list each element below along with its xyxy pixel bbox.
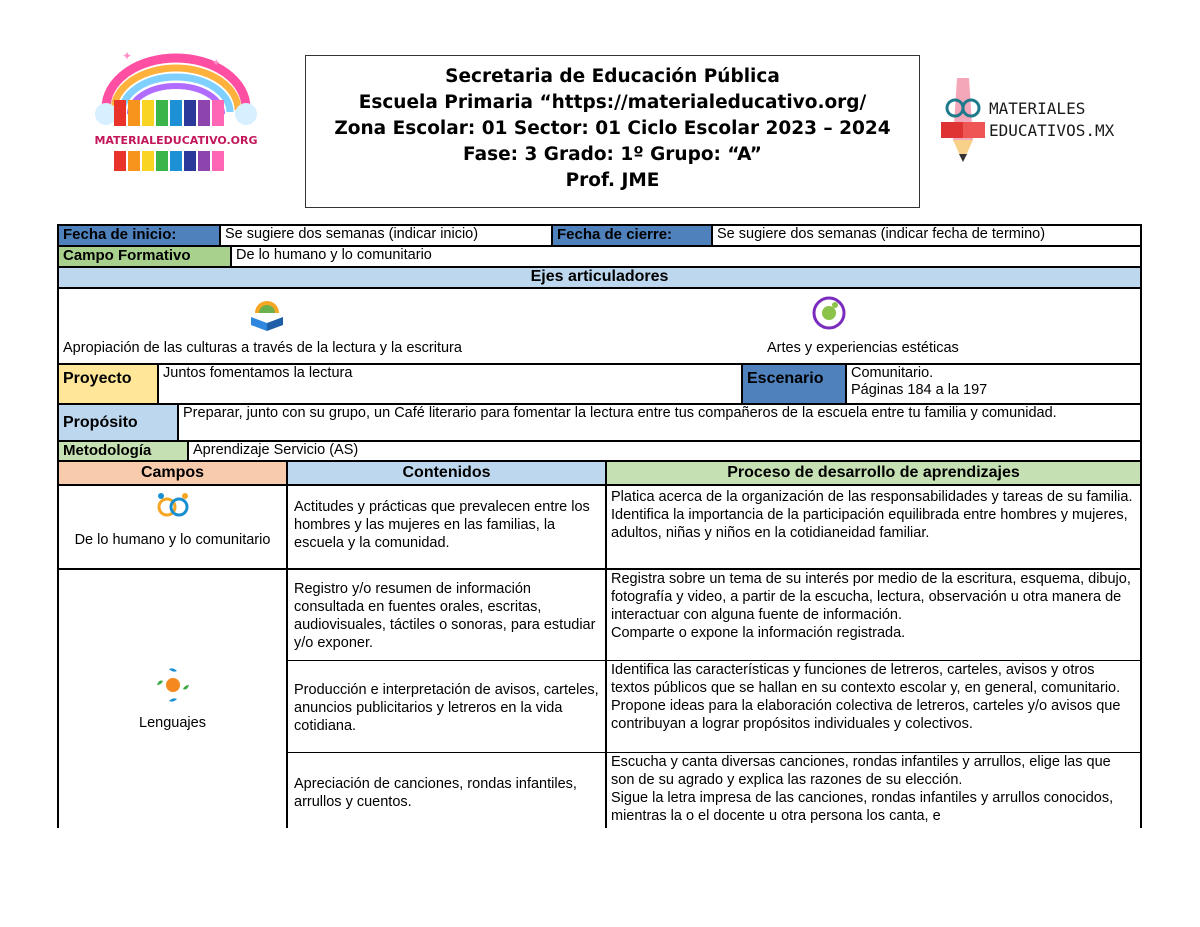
svg-text:MATERIALES: MATERIALES <box>989 99 1086 118</box>
escenario-value <box>845 365 1140 403</box>
eje-artes: Artes y experiencias estéticas <box>767 340 959 356</box>
learning-table <box>57 460 1142 828</box>
campo-lenguajes <box>59 568 286 828</box>
contenido-4: Apreciación de canciones, rondas infantiles, arrullos y cuentos. <box>286 752 605 828</box>
proceso-2: Registra sobre un tema de su interés por medio de la escritura, esquema, dibujo, fotografía y video, a partir de la escucha, lectura, observación u otra manera de interactuar con alguna fuente de información. Comparte o expone la información registrada. <box>605 568 1140 660</box>
svg-text:✦: ✦ <box>212 58 221 69</box>
header-campos: Campos <box>59 462 286 484</box>
svg-text:EDUCATIVOS.MX: EDUCATIVOS.MX <box>989 121 1115 140</box>
fecha-inicio-value: Se sugiere dos semanas (indicar inicio) <box>219 226 551 245</box>
campo-humano <box>59 484 286 568</box>
fecha-inicio-label: Fecha de inicio: <box>59 226 219 245</box>
escenario-line-2: Páginas 184 a la 197 <box>851 382 988 398</box>
language-icon <box>155 667 191 708</box>
materiales-educativos-logo <box>935 70 1145 170</box>
header-contenidos: Contenidos <box>286 462 605 484</box>
svg-text:MATERIALEDUCATIVO.ORG: MATERIALEDUCATIVO.ORG <box>94 134 258 147</box>
header-line-teacher: Prof. JME <box>565 170 660 191</box>
school-header <box>305 55 920 208</box>
proyecto-label: Proyecto <box>59 365 157 403</box>
fecha-cierre-label: Fecha de cierre: <box>551 226 711 245</box>
proceso-3: Identifica las características y funciones de letreros, carteles, avisos y otros textos públicos que se hallan en su contexto escolar y, en general, comunitario. Propone ideas para la elaboración colectiva de letreros, carteles y/o avisos que contribuyan a lograr propósitos individuales y colectivos. <box>605 660 1140 752</box>
people-icon <box>59 492 286 527</box>
palette-icon <box>811 295 847 338</box>
metodologia-label: Metodología <box>59 442 187 460</box>
escenario-line-1: Comunitario. <box>851 365 934 381</box>
metodologia-value: Aprendizaje Servicio (AS) <box>187 442 1140 460</box>
header-line-zone: Zona Escolar: 01 Sector: 01 Ciclo Escolar 2023 – 2024 <box>334 118 891 139</box>
ejes-title: Ejes articuladores <box>530 268 669 285</box>
proposito-value: Preparar, junto con su grupo, un Café literario para fomentar la lectura entre tus compañeros de la escuela entre tu familia y comunidad. <box>177 405 1140 440</box>
campo-humano-label: De lo humano y lo comunitario <box>74 532 271 548</box>
proposito-label: Propósito <box>59 405 177 440</box>
svg-text:✦: ✦ <box>122 49 133 63</box>
header-line-sep: Secretaria de Educación Pública <box>445 66 780 87</box>
contenido-1: Actitudes y prácticas que prevalecen entre los hombres y las mujeres en las familias, la escuela y la comunidad. <box>286 484 605 568</box>
contenido-3: Producción e interpretación de avisos, carteles, anuncios publicitarios y letreros en la vida cotidiana. <box>286 660 605 752</box>
header-line-grade: Fase: 3 Grado: 1º Grupo: “A” <box>463 144 762 165</box>
campo-formativo-label: Campo Formativo <box>59 247 230 266</box>
eje-lectura-escritura: Apropiación de las culturas a través de la lectura y la escritura <box>63 340 462 356</box>
campo-formativo-value: De lo humano y lo comunitario <box>230 247 1140 266</box>
materialeducativo-logo <box>92 48 260 176</box>
book-icon <box>249 299 285 338</box>
header-line-school: Escuela Primaria “https://materialeducativo.org/ <box>358 92 867 113</box>
header-proceso: Proceso de desarrollo de aprendizajes <box>605 462 1140 484</box>
planning-document <box>57 224 1142 828</box>
proceso-1: Platica acerca de la organización de las responsabilidades y tareas de su familia. Identifica la importancia de la participación equilibrada entre hombres y mujeres, adultos, niñas y niños en la cotidianeidad familiar. <box>605 484 1140 568</box>
proceso-4: Escucha y canta diversas canciones, rondas infantiles y arrullos, elige las que son de su agrado y explica las razones de su elección. Sigue la letra impresa de las canciones, rondas infantiles y arrullos conocidos, mientras la o el docente u otra persona los canta, e <box>605 752 1140 828</box>
contenido-2: Registro y/o resumen de información consultada en fuentes orales, escritas, audiovisuales, táctiles o sonoras, para estudiar y/o exponer. <box>286 568 605 660</box>
fecha-cierre-value: Se sugiere dos semanas (indicar fecha de termino) <box>711 226 1140 245</box>
campo-lenguajes-label: Lenguajes <box>139 714 206 731</box>
proyecto-value: Juntos fomentamos la lectura <box>157 365 741 403</box>
escenario-label: Escenario <box>741 365 845 403</box>
